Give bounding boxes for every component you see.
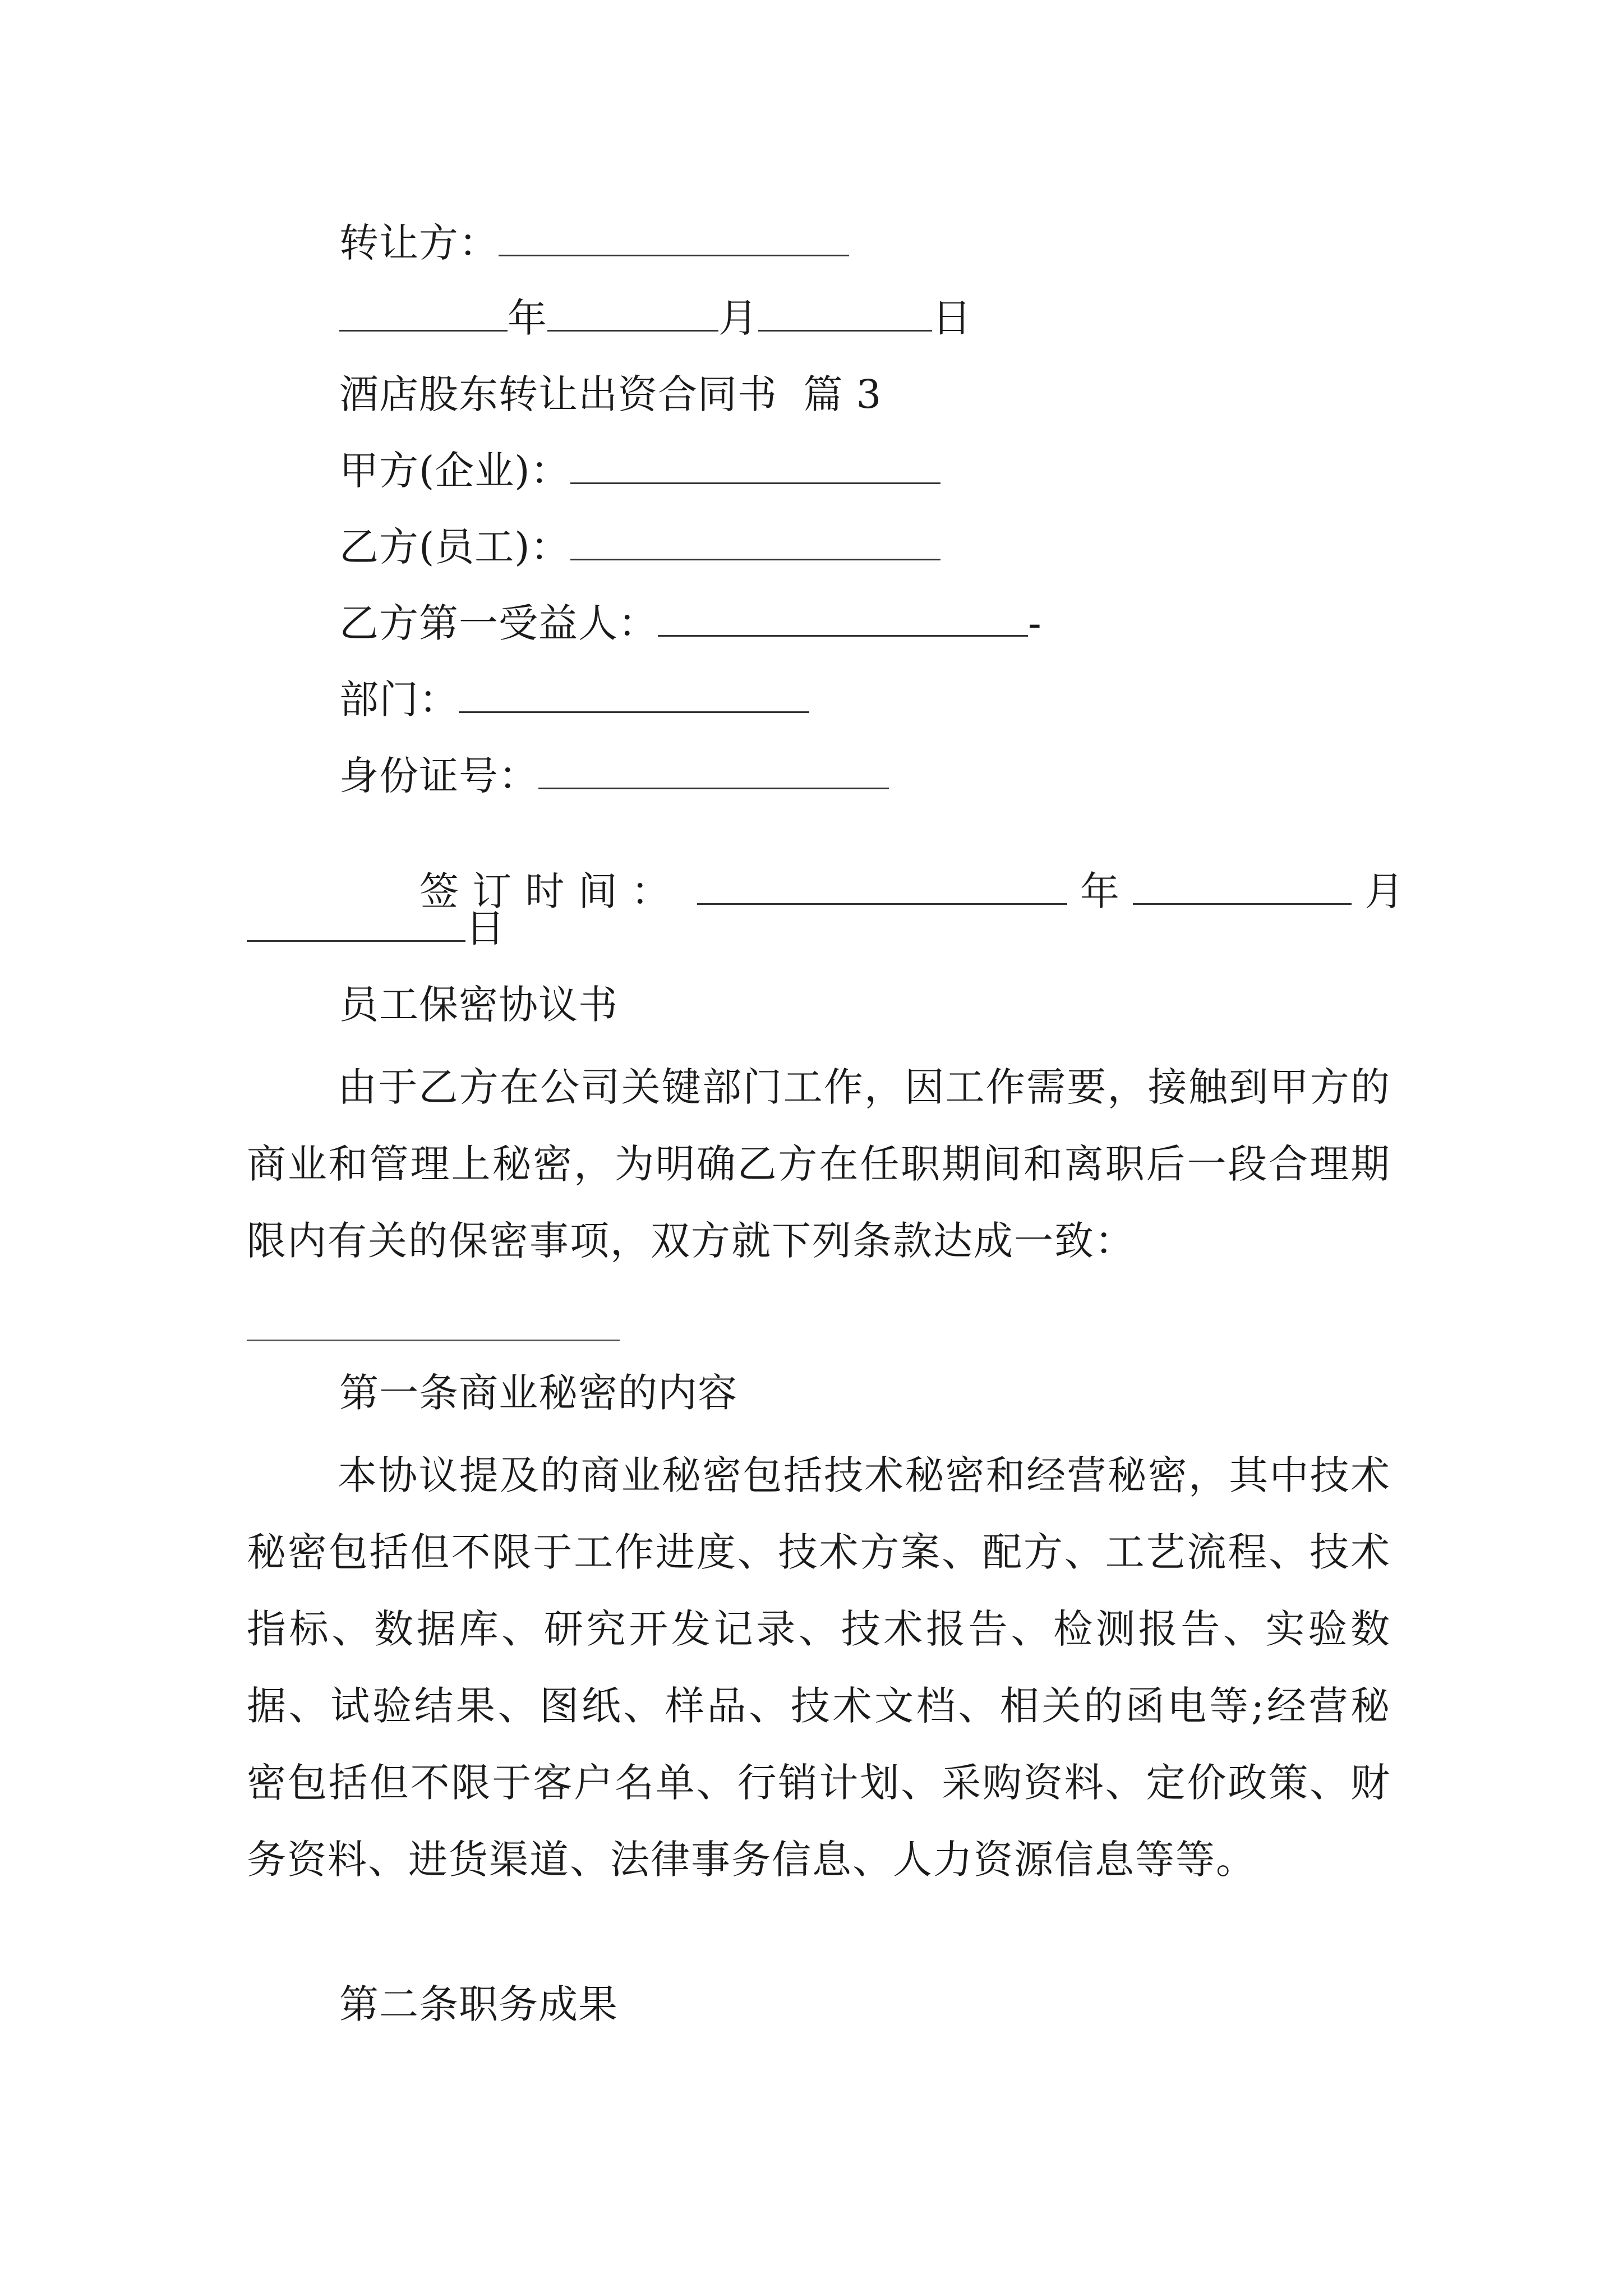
id-blank [538, 756, 889, 789]
department-line [339, 677, 809, 723]
transferor-line [339, 220, 849, 266]
beneficiary-line [339, 600, 1042, 646]
signing-year-label: 年 [1080, 868, 1120, 914]
article-1-body: 本协议提及的商业秘密包括技术秘密和经营秘密，其中技术秘密包括但不限于工作进度、技术方案、配方、工艺流程、技术指标、数据库、研究开发记录、技术报告、检测报告、实验数据、试验结果、图纸、样品、技术文档、相关的函电等;经营秘密包括但不限于客户名单、行销计划、采购资料、定价政策、财务资料、进货渠道、法律事务信息、人力资源信息等等。 [247, 1452, 1391, 1883]
beneficiary-suffix: - [1028, 600, 1042, 646]
signing-month-label: 月 [1364, 868, 1405, 914]
day-blank [758, 298, 932, 332]
party-b-blank [570, 527, 940, 560]
party-a-label: 甲方(企业)： [339, 448, 570, 494]
signing-day-blank [247, 909, 465, 942]
separator-line [247, 1340, 620, 1341]
signing-day-label: 日 [465, 905, 505, 951]
agreement-title: 员工保密协议书 [339, 982, 618, 1028]
party-a-blank [570, 451, 940, 484]
day-label: 日 [932, 295, 972, 341]
party-b-line [339, 524, 940, 570]
transferor-label: 转让方： [339, 220, 499, 266]
section-title: 酒店股东转让出资合同书 篇 3 [339, 371, 882, 417]
transferor-blank [499, 223, 849, 256]
signing-month-blank [1133, 872, 1352, 905]
signing-line [367, 832, 1404, 950]
signing-year-blank [697, 872, 1067, 905]
id-line [339, 753, 889, 799]
party-a-line [339, 448, 940, 494]
intro-paragraph: 由于乙方在公司关键部门工作，因工作需要，接触到甲方的商业和管理上秘密，为明确乙方在任职期间和离职后一段合理期限内有关的保密事项，双方就下列条款达成一致： [247, 1064, 1391, 1264]
year-label: 年 [508, 295, 547, 341]
article-1-title: 第一条商业秘密的内容 [339, 1370, 737, 1416]
date-line [339, 295, 972, 341]
id-label: 身份证号： [339, 753, 538, 799]
department-label: 部门： [339, 677, 459, 723]
department-blank [459, 680, 809, 713]
party-b-label: 乙方(员工)： [339, 524, 570, 570]
month-label: 月 [718, 295, 758, 341]
signing-day-line [247, 905, 505, 951]
month-blank [547, 298, 718, 332]
signing-label: 签 订 时 间 ： [419, 868, 671, 914]
year-blank [339, 298, 508, 332]
article-2-title: 第二条职务成果 [339, 1981, 618, 2027]
beneficiary-blank [658, 604, 1028, 637]
beneficiary-label: 乙方第一受益人： [339, 600, 658, 646]
